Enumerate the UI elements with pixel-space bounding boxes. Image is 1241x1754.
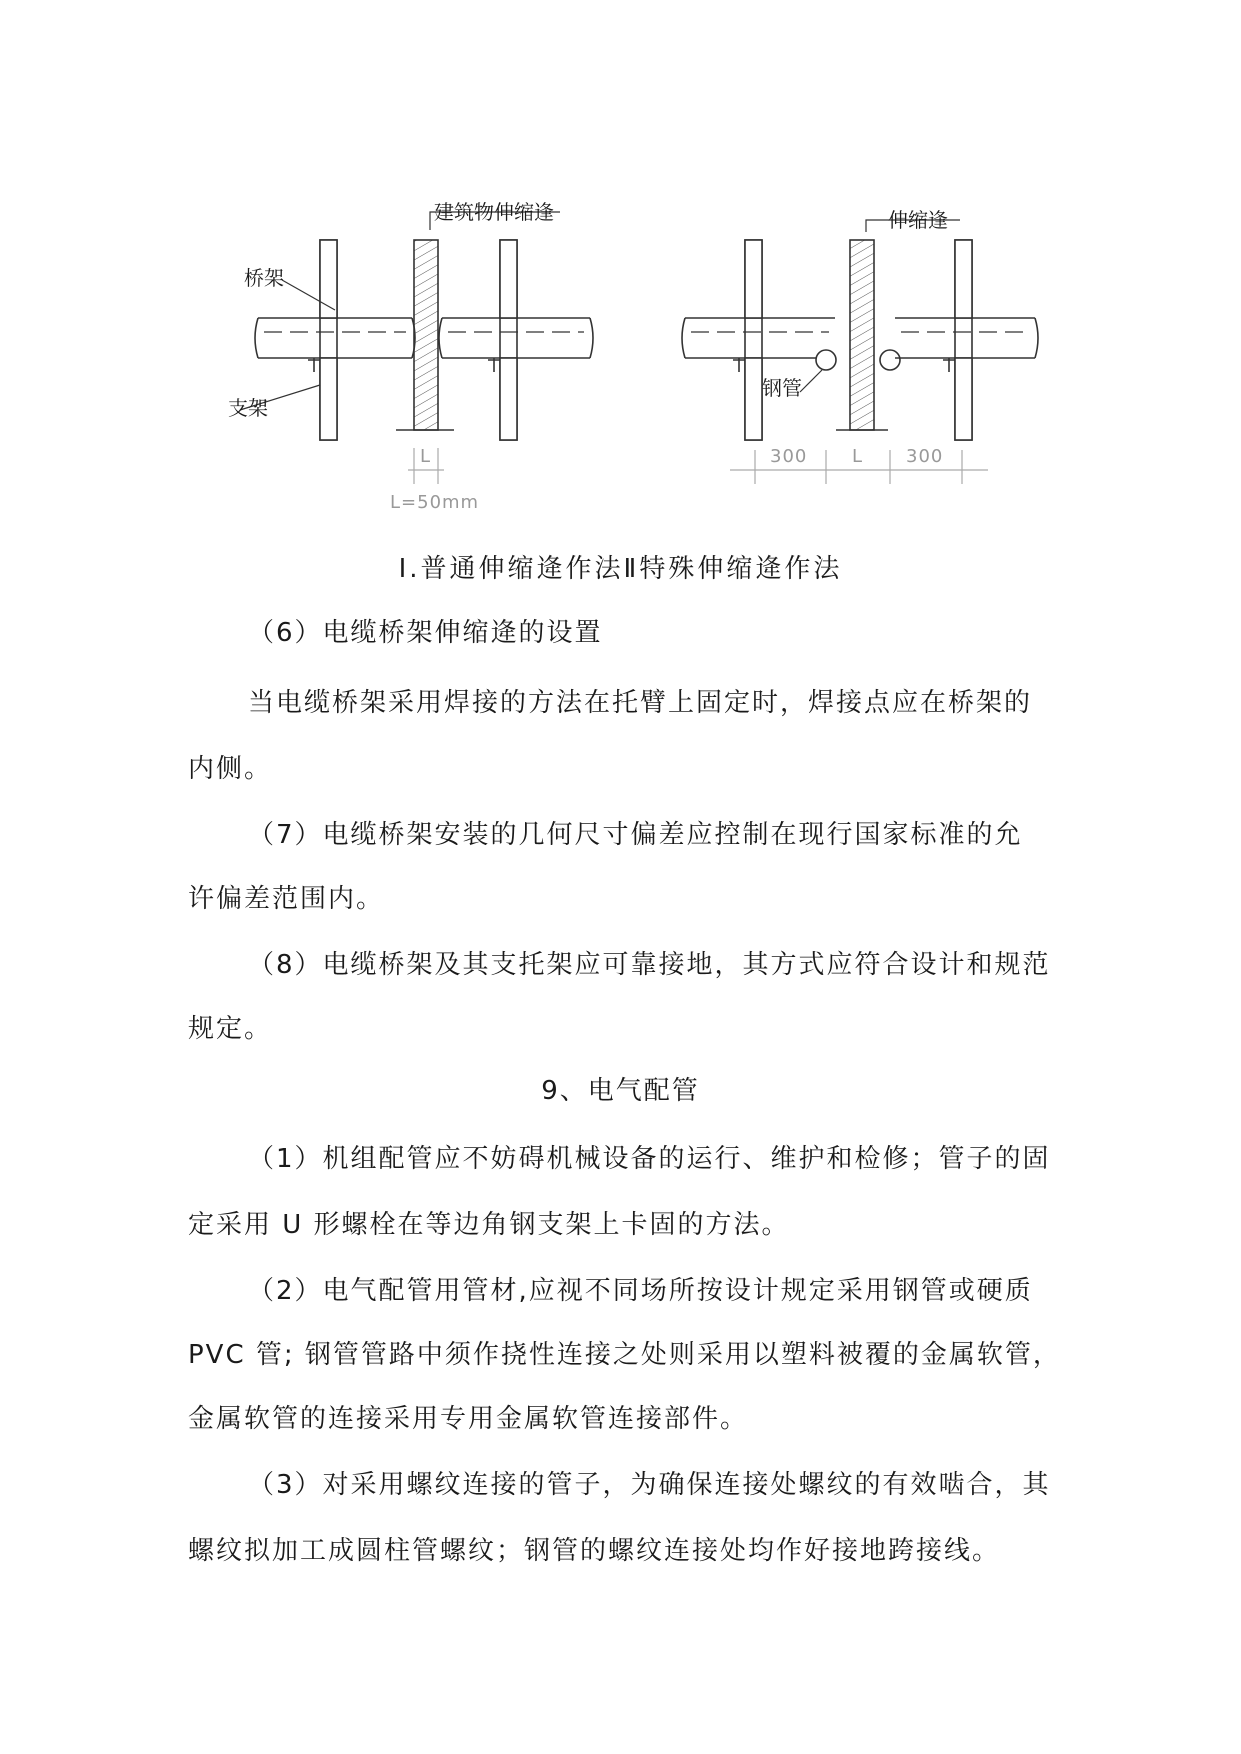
dim-L2-label: L [852,446,864,467]
paragraph-line: （6）电缆桥架伸缩逄的设置 [248,618,603,648]
dim-L-label: L [420,446,432,467]
building-joint-label: 建筑物伸缩逢 [434,200,554,224]
paragraph-line: （3）对采用螺纹连接的管子，为确保连接处螺纹的有效啮合，其 [248,1470,1051,1500]
paragraph-line: 螺纹拟加工成圆柱管螺纹；钢管的螺纹连接处均作好接地跨接线。 [188,1536,1001,1566]
figure-caption: Ⅰ.普通伸缩逄作法Ⅱ特殊伸缩逄作法 [398,554,843,584]
paragraph-line: （1）机组配管应不妨碍机械设备的运行、维护和检修；管子的固 [248,1144,1051,1174]
bracket-label: 支架 [228,396,268,420]
building-wall-1 [414,240,438,430]
paragraph-line: 当电缆桥架采用焊接的方法在托臂上固定时，焊接点应在桥架的 [248,688,1033,718]
paragraph-line: （2）电气配管用管材,应视不同场所按设计规定采用钢管或硬质 [248,1276,1033,1306]
joint-label: 伸缩逢 [888,208,948,232]
paragraph-line: （8）电缆桥架及其支托架应可靠接地，其方式应符合设计和规范 [248,950,1051,980]
paragraph-line: 内侧。 [188,754,273,784]
dim-note-label: L=50mm [390,492,480,513]
dim-300-right-label: 300 [906,446,944,467]
expansion-joint-figure [0,0,1241,540]
section-heading: 9、电气配管 [541,1076,700,1106]
paragraph-line: PVC 管; 钢管管路中须作挠性连接之处则采用以塑料被覆的金属软管， [188,1340,1061,1370]
paragraph-line: 定采用 U 形螺栓在等边角钢支架上卡固的方法。 [188,1210,790,1240]
tray-label: 桥架 [244,266,284,290]
paragraph-line: 许偏差范围内。 [188,884,385,914]
dim-300-left-label: 300 [770,446,808,467]
paragraph-line: 金属软管的连接采用专用金属软管连接部件。 [188,1404,749,1434]
paragraph-line: 规定。 [188,1014,273,1044]
expansion-joint-drawing [0,0,1241,540]
paragraph-line: （7）电缆桥架安装的几何尺寸偏差应控制在现行国家标准的允 [248,820,1023,850]
steel-pipe-label: 钢管 [762,376,802,400]
